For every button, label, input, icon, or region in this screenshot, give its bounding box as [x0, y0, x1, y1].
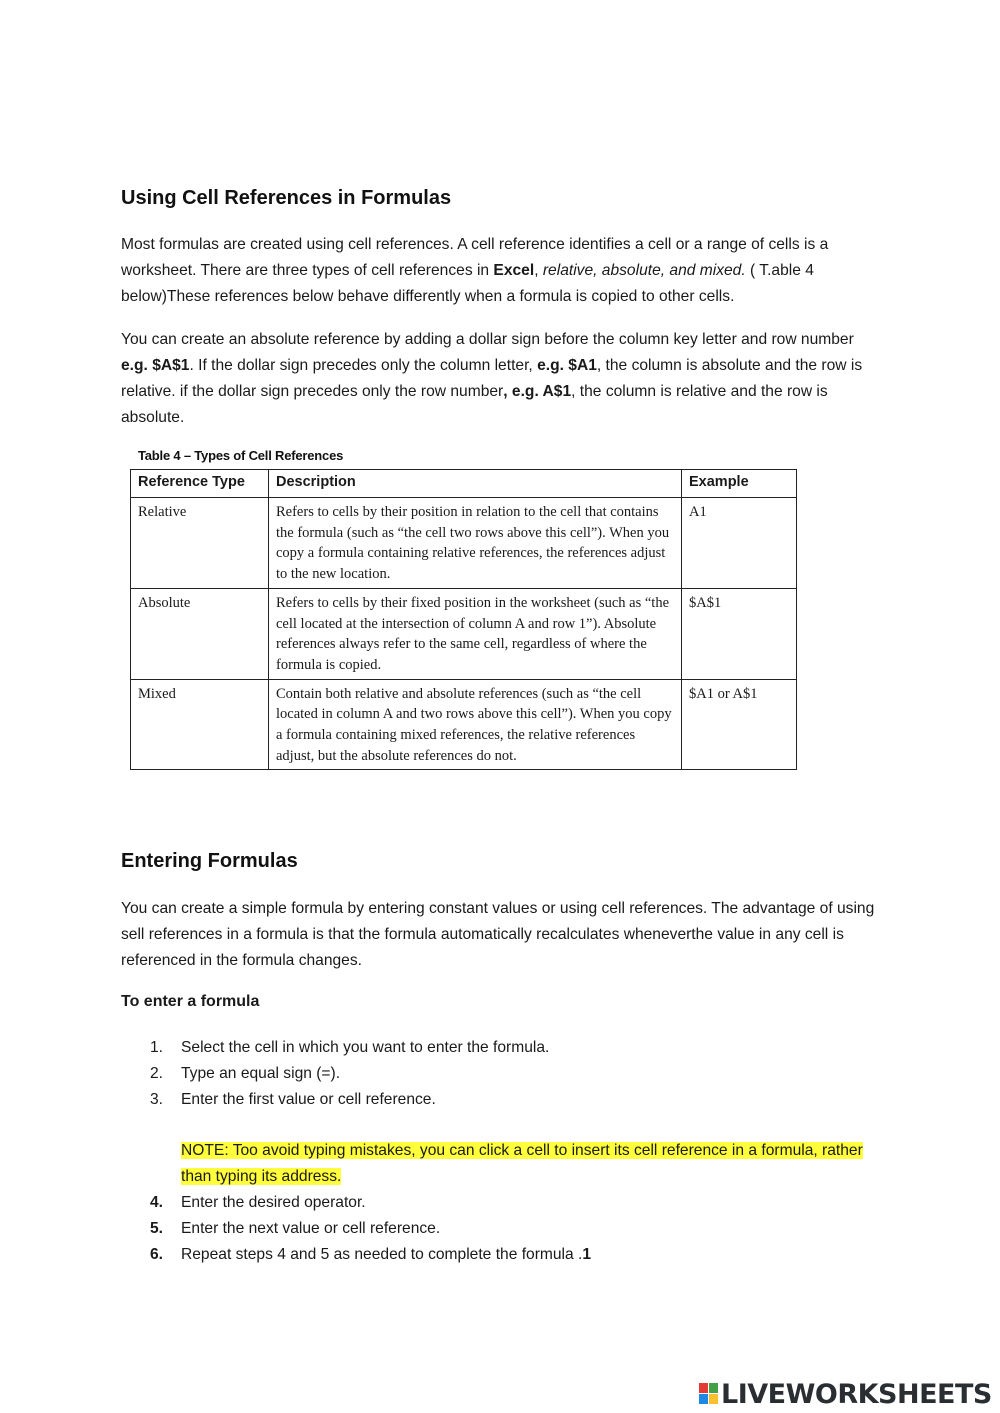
step-text: Repeat steps 4 and 5 as needed to complete the formula . — [181, 1246, 583, 1263]
cell-references-table — [130, 469, 797, 770]
step-number: 2. — [150, 1065, 164, 1082]
list-item — [150, 1061, 549, 1087]
step-number: 4. — [150, 1194, 164, 1211]
table-caption: Table 4 – Types of Cell References — [138, 448, 344, 463]
list-item — [150, 1087, 549, 1113]
step-text: Enter the first value or cell reference. — [181, 1091, 436, 1108]
liveworksheets-logo[interactable] — [699, 1379, 992, 1409]
logo-square-yellow — [709, 1394, 718, 1404]
list-item — [150, 1035, 549, 1061]
steps-list-2 — [150, 1190, 591, 1268]
section-title-cell-references: Using Cell References in Formulas — [121, 187, 452, 209]
step-number: 1. — [150, 1039, 164, 1056]
table-row — [131, 498, 797, 589]
table-row — [131, 588, 797, 679]
highlighted-note — [181, 1138, 881, 1190]
cell-example: $A1 or A$1 — [682, 679, 797, 770]
table-row — [131, 679, 797, 770]
step-text: Type an equal sign (=). — [181, 1065, 341, 1082]
list-item — [150, 1190, 591, 1216]
header-description: Description — [269, 470, 682, 498]
logo-text: LIVEWORKSHEETS — [721, 1378, 992, 1410]
cell-example: $A$1 — [682, 588, 797, 679]
header-example: Example — [682, 470, 797, 498]
intro-paragraph: Most formulas are created using cell references. A cell reference identifies a cell or a range of cells is a worksheet. There are three types of cell references in Excel, relative, absolute, and mixed. ( T.able 4 below)These references below behave differently when a formula is copied to other cells. — [121, 236, 829, 305]
cell-type: Relative — [131, 498, 269, 589]
cell-type: Absolute — [131, 588, 269, 679]
entering-formulas-paragraph: You can create a simple formula by entering constant values or using cell references. The advantage of using sell references in a formula is that the formula automatically recalculates wheneverthe value in any cell is referenced in the formula changes. — [121, 900, 875, 969]
cell-description: Refers to cells by their position in relation to the cell that contains the formula (such as “the cell two rows above this cell”). When you copy a formula containing relative references, the references adjust to the new location. — [269, 498, 682, 589]
logo-square-blue — [699, 1394, 708, 1404]
cell-type: Mixed — [131, 679, 269, 770]
table-header-row — [131, 470, 797, 498]
cell-description: Refers to cells by their fixed position in the worksheet (such as “the cell located at the intersection of column A and row 1”). Absolute references always refer to the same cell, regardless of where the formula is copied. — [269, 588, 682, 679]
logo-square-red — [699, 1383, 708, 1393]
subheading-to-enter-formula: To enter a formula — [121, 993, 260, 1010]
section-title-entering-formulas: Entering Formulas — [121, 850, 298, 872]
cell-example: A1 — [682, 498, 797, 589]
step-number: 5. — [150, 1220, 164, 1237]
cell-description: Contain both relative and absolute references (such as “the cell located in column A and two rows above this cell”). When you copy a formula containing mixed references, the relative references adjust, but the absolute references do not. — [269, 679, 682, 770]
note-text: NOTE: Too avoid typing mistakes, you can click a cell to insert its cell reference in a formula, rather than typing its address. — [181, 1142, 863, 1185]
step-text: Select the cell in which you want to enter the formula. — [181, 1039, 550, 1056]
list-item — [150, 1216, 591, 1242]
step-number: 3. — [150, 1091, 164, 1108]
list-item — [150, 1242, 591, 1268]
header-reference-type: Reference Type — [131, 470, 269, 498]
step-number: 6. — [150, 1246, 164, 1263]
logo-square-green — [709, 1383, 718, 1393]
step-text: Enter the next value or cell reference. — [181, 1220, 441, 1237]
step-suffix: 1 — [582, 1246, 592, 1263]
liveworksheets-logo-icon — [699, 1383, 719, 1405]
steps-list-1 — [150, 1035, 549, 1113]
step-text: Enter the desired operator. — [181, 1194, 366, 1211]
absolute-reference-paragraph: You can create an absolute reference by adding a dollar sign before the column key letter and row number e.g. $A$1. If the dollar sign precedes only the column letter, e.g. $A1, the column is absolute and the row is relative. if the dollar sign precedes only the row number, e.g. A$1, the column is relative and the row is absolute. — [121, 331, 863, 426]
